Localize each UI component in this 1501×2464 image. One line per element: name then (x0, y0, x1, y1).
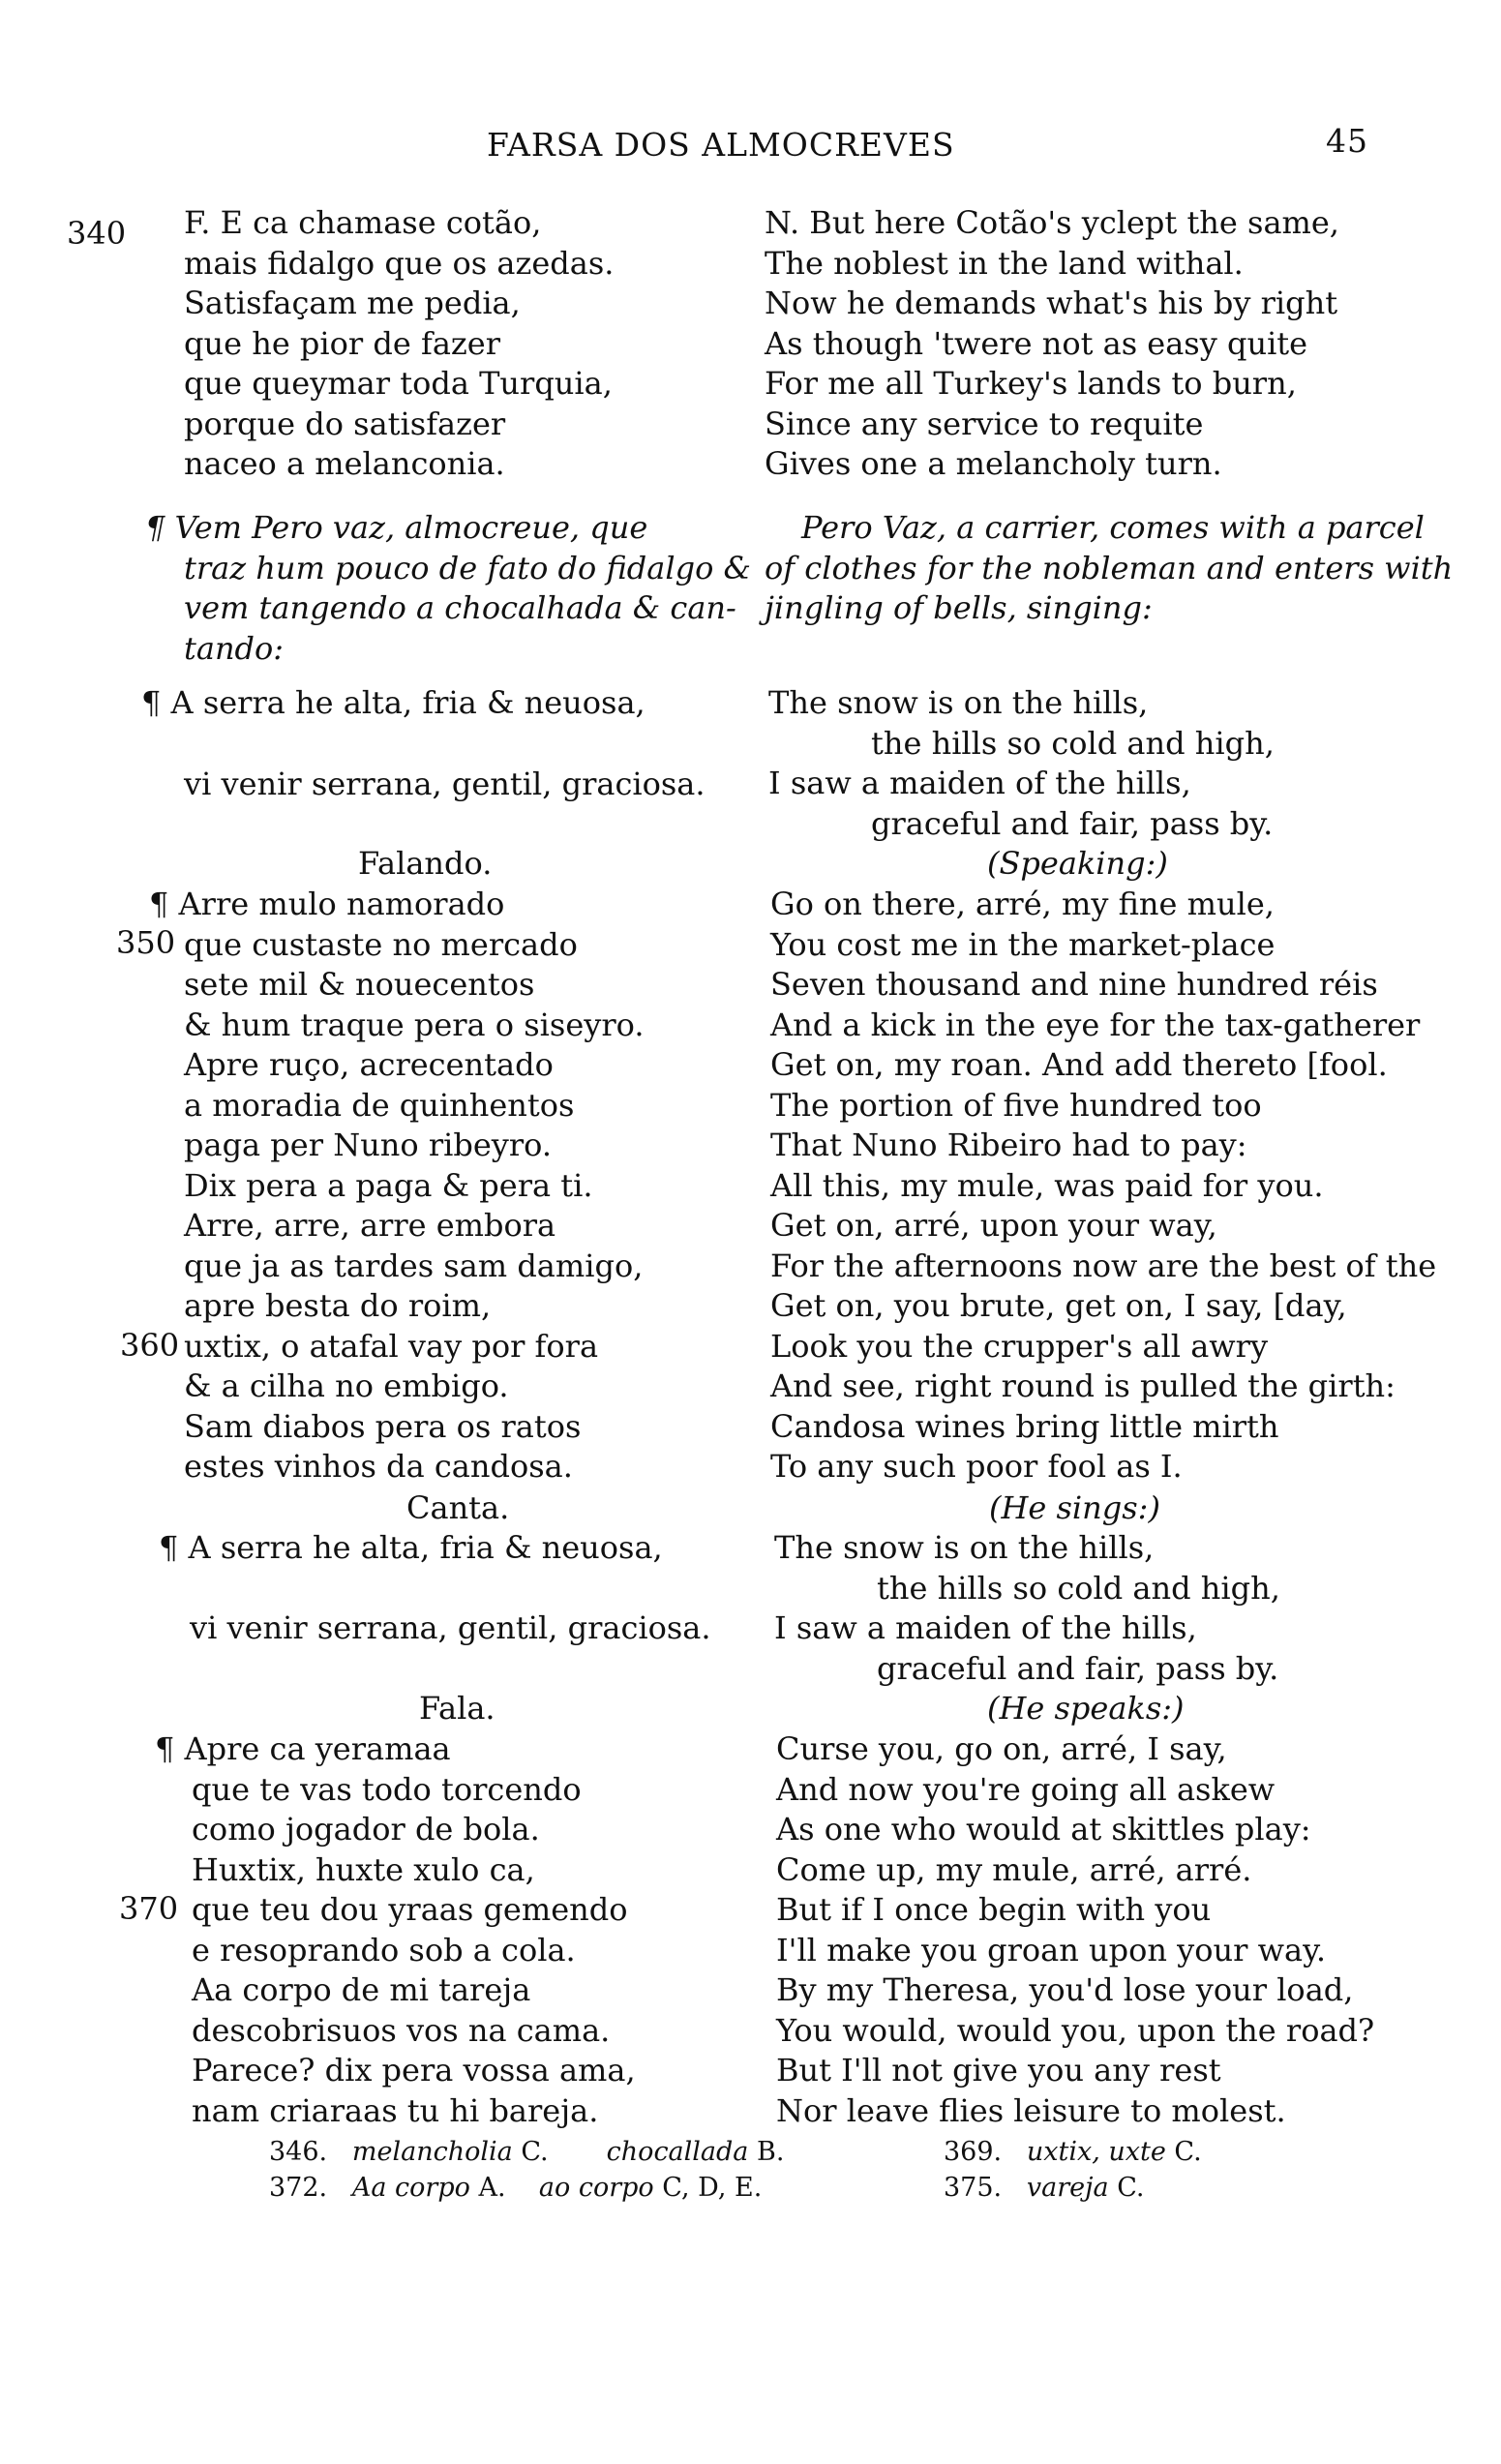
verse-line: You would, would you, upon the road? (776, 2011, 1375, 2049)
verse-line: And now you're going all askew (776, 1770, 1276, 1808)
verse-line: Curse you, go on, arré, I say, (776, 1730, 1227, 1767)
stage-line: tando: (184, 629, 285, 667)
stage-line: Pero Vaz, a carrier, comes with a parcel (801, 509, 1425, 546)
verse-line: como jogador de bola. (192, 1811, 540, 1848)
verse-line: Aa corpo de mi tareja (192, 1971, 531, 2008)
right-heading-he-speaks: (He speaks:) (987, 1690, 1185, 1727)
left-heading-fala: Fala. (419, 1690, 495, 1727)
verse-line: ¶ Arre mulo namorado (149, 886, 505, 922)
song-line: the hills so cold and high, (871, 724, 1275, 762)
verse-line: And see, right round is pulled the girth: (770, 1367, 1396, 1404)
footnote-witness: A. (478, 2173, 506, 2203)
left-heading-falando: Falando. (358, 845, 493, 882)
footnote-number: 375. (944, 2173, 1003, 2203)
verse-line: Gives one a melancholy turn. (765, 445, 1222, 482)
verse-line: Huxtix, huxte xulo ca, (192, 1850, 535, 1888)
verse-line: Arre, arre, arre embora (184, 1207, 556, 1244)
left-verse-block-3 (155, 1729, 636, 2131)
verse-line: Dix pera a paga & pera ti. (184, 1166, 593, 1204)
right-song-2 (774, 1528, 1280, 1689)
stage-line: vem tangendo a chocalhada & can- (184, 589, 736, 626)
right-verse-block-3 (776, 1729, 1374, 2131)
verse-line: That Nuno Ribeiro had to pay: (770, 1127, 1247, 1163)
page-number: 45 (1326, 122, 1368, 160)
footnote-reading: Aa corpo (351, 2173, 470, 2203)
footnote-witness: B. (757, 2137, 785, 2167)
footnote-375 (944, 2173, 1144, 2203)
verse-line: All this, my mule, was paid for you. (770, 1166, 1324, 1204)
footnote-number: 372. (269, 2173, 328, 2203)
footnote-number: 369. (944, 2137, 1003, 2167)
verse-line: But if I once begin with you (776, 1891, 1212, 1928)
verse-line: As though 'twere not as easy quite (765, 324, 1308, 362)
right-stage-direction (765, 508, 1453, 629)
left-song-2-line-a: ¶ A serra he alta, fria & neuosa, (159, 1529, 663, 1566)
verse-line: I'll make you groan upon your way. (776, 1931, 1327, 1968)
verse-line: nam criaraas tu hi bareja. (192, 2091, 599, 2129)
right-verse-block-2 (770, 885, 1436, 1487)
song-line: The snow is on the hills, (774, 1529, 1155, 1566)
verse-line: e resoprando sob a cola. (192, 1931, 576, 1968)
stage-line: of clothes for the nobleman and enters with (765, 549, 1454, 586)
verse-line: mais fidalgo que os azedas. (184, 244, 615, 282)
verse-line: Come up, my mule, arré, arré. (776, 1850, 1252, 1888)
verse-line: Candosa wines bring little mirth (770, 1407, 1279, 1445)
verse-line: estes vinhos da candosa. (184, 1448, 573, 1485)
verse-line: And a kick in the eye for the tax-gatherer (770, 1006, 1421, 1043)
verse-line: Satisfaçam me pedia, (184, 285, 521, 321)
footnote-369 (944, 2137, 1202, 2167)
song-line: I saw a maiden of the hills, (774, 1609, 1197, 1646)
verse-line: F. E ca chamase cotão, (184, 204, 542, 241)
footnote-number: 346. (269, 2137, 328, 2167)
stage-line: jingling of bells, singing: (765, 589, 1153, 626)
verse-line: paga per Nuno ribeyro. (184, 1127, 553, 1163)
footnote-reading: vareja (1026, 2173, 1109, 2203)
footnote-witness: C. (1174, 2137, 1202, 2167)
footnote-reading: uxtix, uxte (1026, 2137, 1166, 2167)
right-heading-speaking: (Speaking:) (987, 845, 1168, 882)
verse-line: naceo a melanconia. (184, 445, 505, 482)
verse-line: For the afternoons now are the best of the (770, 1247, 1437, 1284)
verse-line: & a cilha no embigo. (184, 1367, 509, 1404)
verse-line: N. But here Cotão's yclept the same, (765, 204, 1339, 241)
verse-line: & hum traque pera o siseyro. (184, 1006, 645, 1043)
verse-line: apre besta do roim, (184, 1287, 492, 1324)
verse-line: By my Theresa, you'd lose your load, (776, 1971, 1354, 2008)
footnote-372 (269, 2173, 762, 2203)
verse-line: The portion of five hundred too (770, 1086, 1262, 1124)
right-verse-block-1 (765, 203, 1339, 485)
verse-line: Nor leave flies leisure to molest. (776, 2091, 1286, 2129)
verse-line: Look you the crupper's all awry (770, 1327, 1269, 1365)
verse-line: Get on, my roan. And add thereto [fool. (770, 1046, 1388, 1083)
song-line: graceful and fair, pass by. (877, 1649, 1279, 1687)
verse-line: porque do satisfazer (184, 405, 506, 442)
line-number-350: 350 (116, 924, 176, 961)
song-line: I saw a maiden of the hills, (768, 765, 1191, 801)
song-line: The snow is on the hills, (768, 684, 1149, 721)
verse-line: uxtix, o atafal vay por fora (184, 1327, 599, 1365)
footnote-reading: melancholia (351, 2137, 513, 2167)
footnote-witness: C. (521, 2137, 549, 2167)
line-number-370: 370 (119, 1890, 179, 1927)
song-line: graceful and fair, pass by. (871, 804, 1274, 842)
verse-line: But I'll not give you any rest (776, 2052, 1221, 2088)
footnote-witness: C. (1117, 2173, 1145, 2203)
verse-line: Since any service to requite (765, 405, 1204, 442)
verse-line: Sam diabos pera os ratos (184, 1407, 582, 1445)
verse-line: For me all Turkey's lands to burn, (765, 365, 1297, 402)
left-verse-block-1 (184, 203, 614, 485)
verse-line: You cost me in the market-place (770, 925, 1276, 963)
footnote-reading: ao corpo (538, 2173, 654, 2203)
line-number-340: 340 (67, 215, 127, 252)
verse-line: a moradia de quinhentos (184, 1086, 575, 1124)
left-verse-block-2 (149, 885, 645, 1487)
left-song-1-line-b: vi venir serrana, gentil, graciosa. (184, 766, 705, 802)
verse-line: descobrisuos vos na cama. (192, 2011, 611, 2049)
verse-line: sete mil & nouecentos (184, 966, 535, 1003)
verse-line: Get on, arré, upon your way, (770, 1207, 1217, 1244)
left-heading-canta: Canta. (406, 1489, 510, 1526)
verse-line: ¶ Apre ca yeramaa (155, 1730, 451, 1767)
verse-line: To any such poor fool as I. (770, 1448, 1183, 1485)
stage-line: ¶ Vem Pero vaz, almocreue, que (145, 509, 648, 546)
left-stage-direction (145, 508, 751, 669)
verse-line: Apre ruço, acrecentado (184, 1046, 554, 1083)
verse-line: que queymar toda Turquia, (184, 365, 613, 402)
running-header-title: FARSA DOS ALMOCREVES (487, 126, 955, 164)
verse-line: que te vas todo torcendo (192, 1770, 582, 1808)
left-song-2-line-b: vi venir serrana, gentil, graciosa. (190, 1609, 711, 1646)
footnote-reading: chocallada (606, 2137, 749, 2167)
right-heading-he-sings: (He sings:) (989, 1489, 1160, 1526)
right-song-1 (768, 683, 1275, 844)
verse-line: Now he demands what's his by right (765, 285, 1338, 321)
verse-line: The noblest in the land withal. (765, 244, 1244, 282)
verse-line: Parece? dix pera vossa ama, (192, 2052, 636, 2088)
footnote-witness: C, D, E. (662, 2173, 763, 2203)
verse-line: Get on, you brute, get on, I say, [day, (770, 1287, 1347, 1324)
stage-line: traz hum pouco de fato do fidalgo & (184, 549, 751, 586)
line-number-360: 360 (120, 1327, 180, 1364)
verse-line: Seven thousand and nine hundred réis (770, 966, 1378, 1003)
verse-line: que ja as tardes sam damigo, (184, 1247, 644, 1284)
verse-line: que custaste no mercado (184, 925, 578, 963)
verse-line: As one who would at skittles play: (776, 1811, 1311, 1848)
verse-line: que he pior de fazer (184, 324, 500, 362)
song-line: the hills so cold and high, (877, 1569, 1280, 1607)
verse-line: que teu dou yraas gemendo (192, 1891, 628, 1928)
left-song-1-line-a: ¶ A serra he alta, fria & neuosa, (141, 684, 645, 721)
footnote-346 (269, 2137, 784, 2167)
verse-line: Go on there, arré, my fine mule, (770, 886, 1275, 922)
